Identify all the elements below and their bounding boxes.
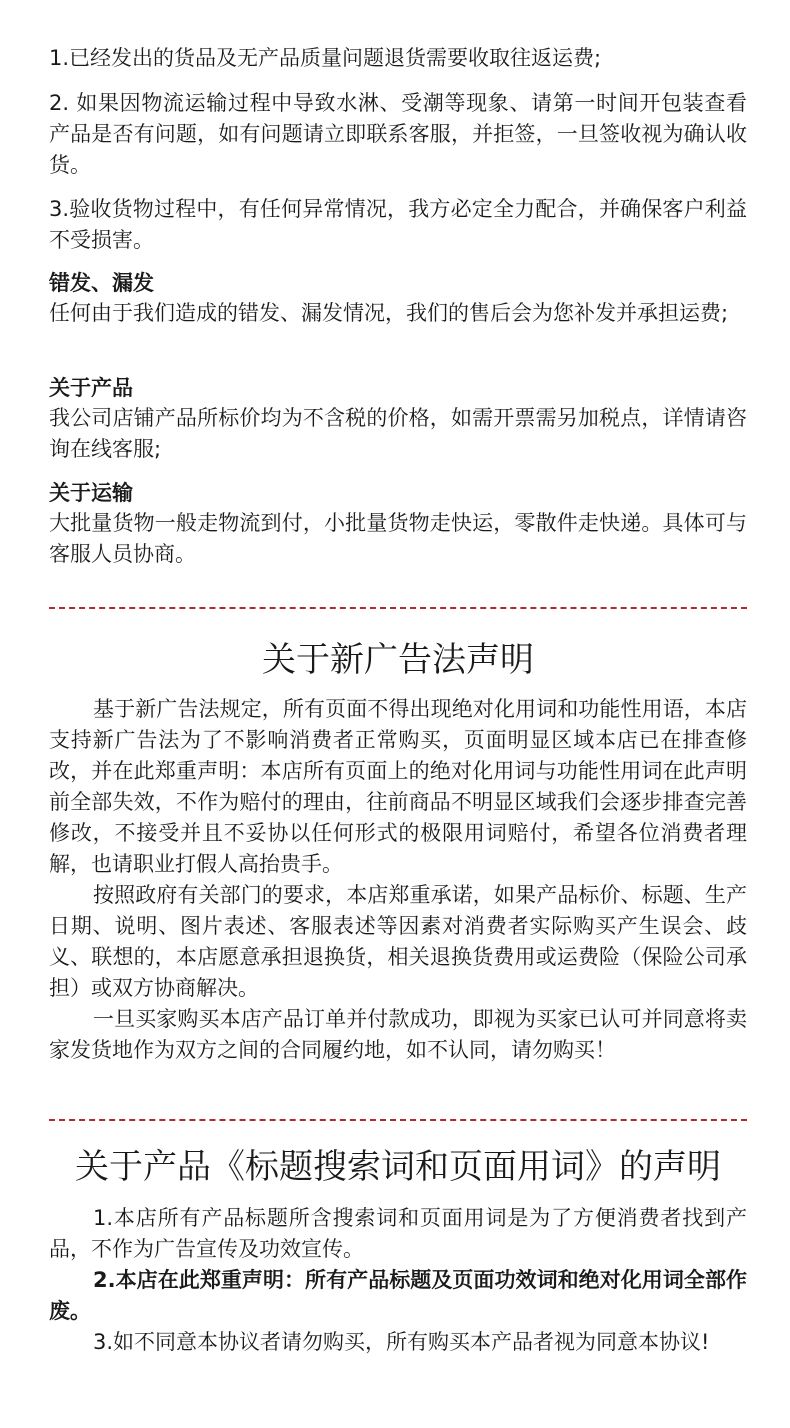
note-item-2: 2. 如果因物流运输过程中导致水淋、受潮等现象、请第一时间开包装查看产品是否有问题，如有问题请立即联系客服，并拒签，一旦签收视为确认收货。 (49, 91, 747, 177)
section-about-shipping (49, 478, 747, 570)
note-item-3: 3.验收货物过程中，有任何异常情况，我方必定全力配合，并确保客户利益不受损害。 (49, 197, 747, 252)
section-heading: 关于产品 (49, 376, 133, 400)
dashed-divider (49, 607, 747, 609)
section-text: 大批量货物一般走物流到付，小批量货物走快运，零散件走快递。具体可与客服人员协商。 (49, 511, 747, 566)
keywords-item-3: 3.如不同意本协议者请勿购买，所有购买本产品者视为同意本协议! (93, 1330, 710, 1354)
note-item-1: 1.已经发出的货品及无产品质量问题退货需要收取往返运费; (49, 46, 602, 70)
section-text: 任何由于我们造成的错发、漏发情况，我们的售后会为您补发并承担运费; (49, 301, 729, 325)
ad-law-body (49, 694, 747, 1066)
ad-law-paragraph: 按照政府有关部门的要求，本店郑重承诺，如果产品标价、标题、生产日期、说明、图片表述、客服表述等因素对消费者实际购买产生误会、歧义、联想的，本店愿意承担退换货，相关退换货费用或运费险（保险公司承担）或双方协商解决。 (49, 883, 747, 1000)
ad-law-paragraph: 一旦买家购买本店产品订单并付款成功，即视为买家已认可并同意将卖家发货地作为双方之间的合同履约地，如不认同，请勿购买！ (49, 1007, 747, 1062)
section-about-product (49, 373, 747, 465)
ad-law-paragraph: 基于新广告法规定，所有页面不得出现绝对化用词和功能性用语，本店支持新广告法为了不影响消费者正常购买，页面明显区域本店已在排查修改，并在此郑重声明：本店所有页面上的绝对化用词与功能性用词在此声明前全部失效，不作为赔付的理由，往前商品不明显区域我们会逐步排查完善修改，不接受并且不妥协以任何形式的极限用词赔付，希望各位消费者理解，也请职业打假人高抬贵手。 (49, 697, 747, 876)
dashed-divider (49, 1119, 747, 1121)
section-text: 我公司店铺产品所标价均为不含税的价格，如需开票需另加税点，详情请咨询在线客服; (49, 406, 747, 461)
section-heading: 关于运输 (49, 481, 133, 505)
keywords-item-1: 1.本店所有产品标题所含搜索词和页面用词是为了方便消费者找到产品，不作为广告宣传及功效宣传。 (49, 1206, 747, 1261)
keywords-item-2: 2.本店在此郑重声明：所有产品标题及页面功效词和绝对化用词全部作废。 (49, 1268, 747, 1323)
keywords-body (49, 1203, 747, 1358)
ad-law-title: 关于新广告法声明 (262, 640, 534, 680)
section-heading: 错发、漏发 (49, 271, 154, 295)
keywords-title: 关于产品《标题搜索词和页面用词》的声明 (75, 1147, 721, 1187)
section-wrong-shipment (49, 268, 747, 329)
